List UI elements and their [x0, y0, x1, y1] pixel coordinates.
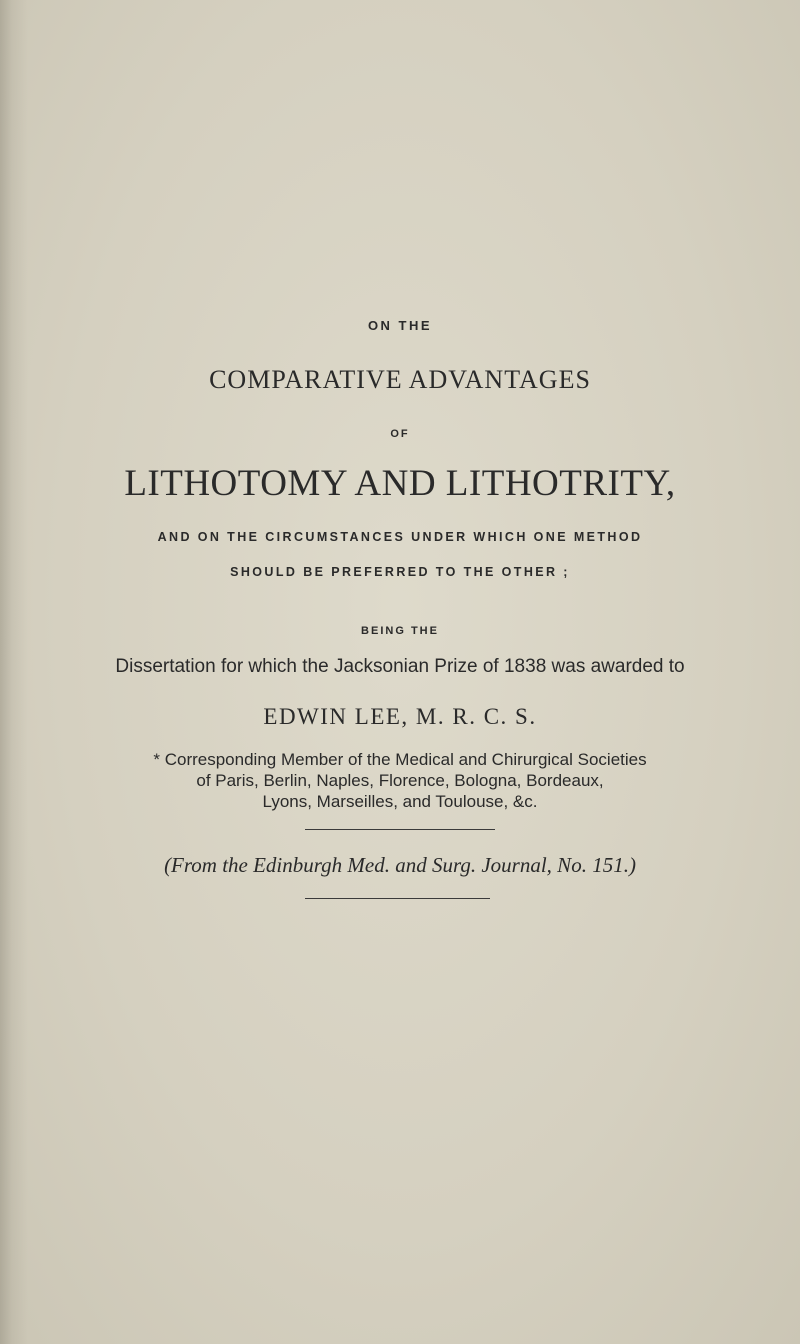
affiliation-line-3: Lyons, Marseilles, and Toulouse, &c.: [262, 792, 538, 811]
affiliation-line-2: of Paris, Berlin, Naples, Florence, Bologna, Bordeaux,: [196, 771, 604, 790]
source-citation: (From the Edinburgh Med. and Surg. Journal, No. 151.): [164, 853, 636, 877]
dissertation-line: Dissertation for which the Jacksonian Prize of 1838 was awarded to: [115, 656, 685, 677]
affiliation-line-1: * Corresponding Member of the Medical and Chirurgical Societies: [153, 750, 647, 769]
main-title: LITHOTOMY AND LITHOTRITY,: [124, 463, 676, 504]
on-the-heading: ON THE: [367, 318, 433, 333]
divider-rule-top: [305, 829, 495, 830]
comparative-advantages-heading: COMPARATIVE ADVANTAGES: [209, 365, 591, 394]
divider-rule-bottom: [305, 898, 490, 899]
being-the-heading: BEING THE: [361, 625, 439, 637]
subtitle-line-1: AND ON THE CIRCUMSTANCES UNDER WHICH ONE METHOD: [157, 530, 643, 544]
author-name: EDWIN LEE, M. R. C. S.: [263, 704, 537, 729]
of-heading: OF: [390, 428, 410, 440]
subtitle-line-2: SHOULD BE PREFERRED TO THE OTHER ;: [230, 565, 570, 579]
